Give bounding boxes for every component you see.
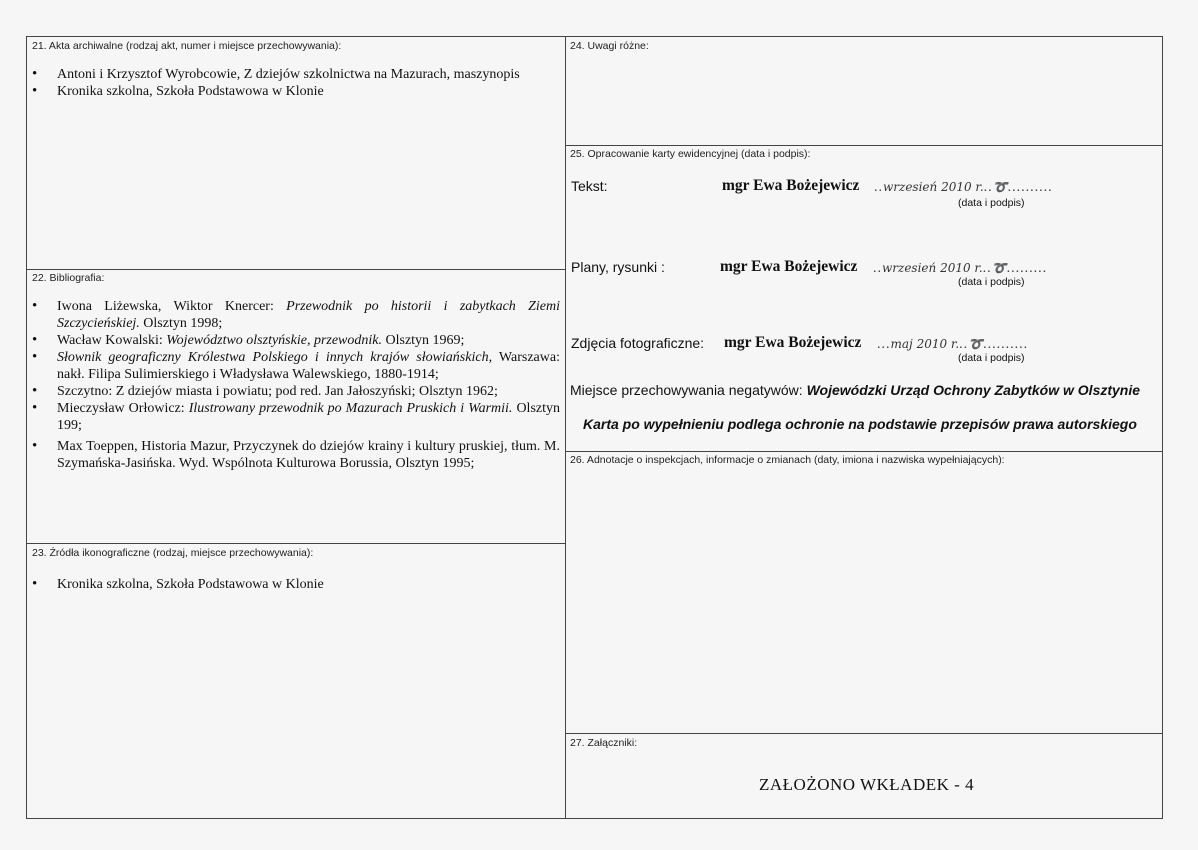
row-label-plans: Plany, rysunki : — [571, 259, 665, 275]
bib-text: Max Toeppen, Historia Mazur, Przyczynek do dziejów krainy i kultury pruskiej, tłum. M. Szymańska-Jasińska. Wyd. Wspólnota Kulturowa Borussia, Olsztyn 1995; — [57, 439, 560, 471]
section-27-label: 27. Załączniki: — [570, 737, 638, 749]
row-label-text: Tekst: — [571, 178, 608, 194]
column-divider — [565, 36, 566, 819]
section-25-label: 25. Opracowanie karty ewidencyjnej (data i podpis): — [570, 148, 811, 160]
list-item: • Kronika szkolna, Szkoła Podstawowa w Klonie — [30, 576, 560, 593]
bib-text: Wacław Kowalski: — [57, 333, 167, 348]
section-23-label: 23. Źródła ikonograficzne (rodzaj, miejsce przechowywania): — [32, 547, 314, 559]
attachments-value: ZAŁOŻONO WKŁADEK - 4 — [759, 775, 975, 794]
signature: ➰ — [968, 337, 984, 351]
divider-25-26 — [565, 451, 1163, 452]
negatives-storage-label: Miejsce przechowywania negatywów: — [570, 382, 807, 398]
negatives-storage-value: Wojewódzki Urząd Ochrony Zabytków w Olsztynie — [806, 382, 1141, 398]
copyright-notice: Karta po wypełnieniu podlega ochronie na podstawie przepisów prawa autorskiego — [583, 416, 1137, 432]
author-name: mgr Ewa Bożejewicz — [720, 258, 858, 275]
section-21-label: 21. Akta archiwalne (rodzaj akt, numer i miejsce przechowywania): — [32, 40, 342, 52]
bibliography-item — [30, 298, 560, 332]
author-name: mgr Ewa Bożejewicz — [724, 334, 862, 351]
handwritten-date: maj 2010 r. — [890, 337, 960, 351]
bibliography-item — [30, 438, 560, 472]
section-21-list — [30, 66, 560, 100]
bib-text: Warszawa: nakł. Filipa Sulimierskiego i Władysława Walewskiego, 1880-1914; — [57, 350, 560, 382]
signature: ➰ — [991, 261, 1007, 275]
divider-21-22 — [26, 269, 565, 270]
bib-text: Szczytno: Z dziejów miasta i powiatu; pod red. Jan Jałoszyński; Olsztyn 1962; — [57, 384, 498, 399]
bibliography-item — [30, 383, 560, 400]
bibliography-item — [30, 400, 560, 434]
bib-text: Iwona Liżewska, Wiktor Knercer: — [57, 299, 287, 314]
bib-text: Olsztyn 199; — [57, 401, 560, 433]
bib-title: Ilustrowany przewodnik po Mazurach Pruskich i Warmii. — [188, 401, 513, 416]
handwritten-date: wrzesień 2010 r. — [882, 261, 983, 275]
handwritten-date: wrzesień 2010 r. — [883, 180, 984, 194]
date-signature-caption: (data i podpis) — [958, 352, 1025, 364]
date-signature-line: ..wrzesień 2010 r...➰.......... — [874, 180, 1053, 195]
divider-24-25 — [565, 145, 1163, 146]
bibliography-list — [30, 298, 560, 472]
date-signature-line: ...maj 2010 r...➰.......... — [877, 337, 1029, 352]
author-name: mgr Ewa Bożejewicz — [722, 177, 860, 194]
bibliography-item — [30, 349, 560, 383]
divider-22-23 — [26, 543, 565, 544]
date-signature-caption: (data i podpis) — [958, 276, 1025, 288]
negatives-storage — [570, 382, 1140, 398]
bibliography-item — [30, 332, 560, 349]
list-item: • Kronika szkolna, Szkoła Podstawowa w Klonie — [30, 83, 560, 100]
bib-text: Olsztyn 1998; — [139, 316, 223, 331]
date-signature-line: ..wrzesień 2010 r...➰......... — [873, 261, 1048, 276]
signature: ➰ — [992, 180, 1008, 194]
section-24-label: 24. Uwagi różne: — [570, 40, 649, 52]
bib-title: Województwo olsztyńskie, przewodnik. — [166, 333, 382, 348]
row-label-photos: Zdjęcia fotograficzne: — [571, 335, 705, 351]
date-signature-caption: (data i podpis) — [958, 197, 1025, 209]
divider-26-27 — [565, 733, 1163, 734]
section-23-list — [30, 576, 560, 593]
bib-title: Słownik geograficzny Królestwa Polskiego i innych krajów słowiańskich, — [57, 350, 493, 365]
section-22-label: 22. Bibliografia: — [32, 272, 105, 284]
bib-text: Olsztyn 1969; — [382, 333, 465, 348]
list-item: • Antoni i Krzysztof Wyrobcowie, Z dziejów szkolnictwa na Mazurach, maszynopis — [30, 66, 560, 83]
section-26-label: 26. Adnotacje o inspekcjach, informacje o zmianach (daty, imiona i nazwiska wypełniających): — [570, 454, 1005, 466]
bib-title: Przewodnik po historii i zabytkach Ziemi Szczycieńskiej. — [57, 299, 560, 331]
bib-text: Mieczysław Orłowicz: — [57, 401, 189, 416]
